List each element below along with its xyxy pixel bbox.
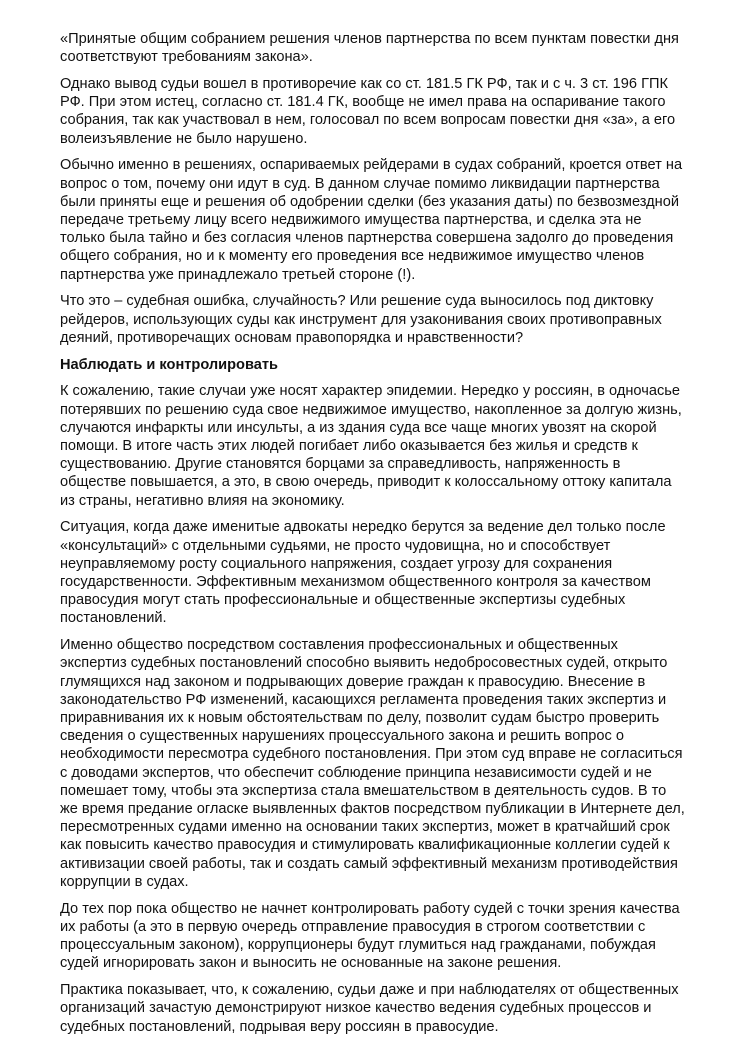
text-line: организаций зачастую демонстрируют низкое качество ведения судебных процессов и [60, 1000, 652, 1017]
paragraph-expertise [60, 636, 715, 891]
text-line: процессуальным законом), коррупционеры будут глумиться над гражданами, побуждая [60, 937, 656, 954]
text-line: как повысить качество правосудия и стимулировать квалификационные коллегии судей к [60, 837, 670, 854]
text-line: законодательство РФ изменений, касающихся регламента проведения таких экспертиз и [60, 691, 667, 708]
text-line: коррупции в судах. [60, 873, 189, 890]
text-line: деяний, противоречащих основам правопорядка и нравственности? [60, 329, 524, 346]
text-line: «консультаций» с отдельными судьями, не просто чудовищна, но и способствует [60, 537, 611, 554]
text-line: из страны, негативно влияя на экономику. [60, 492, 345, 509]
text-line: волеизъявление не было нарушено. [60, 130, 308, 147]
text-line: сведения о существенных нарушениях процессуального закона и решить вопрос о [60, 728, 624, 745]
text-line: помешает тому, чтобы эта экспертиза стала вмешательством в деятельность судов. В то [60, 782, 667, 799]
text-line: помощи. В итоге часть этих людей погибает либо оказывается без жилья и средств к [60, 438, 638, 455]
paragraph-practice [60, 981, 715, 1036]
text-line: обществе повышается, а это, в свою очередь, приводит к колоссальному оттоку капитала [60, 474, 672, 491]
paragraph-lawyers [60, 518, 715, 627]
text-line: государственности. Эффективным механизмом общественного контроля за качеством [60, 574, 651, 591]
text-line: случаются инфаркты или инсульты, а из здания суда все чаще многих увозят на скорой [60, 419, 657, 436]
text-line: пересмотренных судами именно на основании таких экспертиз, может в кратчайший срок [60, 819, 670, 836]
text-line: активизации своей работы, так и создать самый эффективный механизм противодействия [60, 855, 678, 872]
heading-text: Наблюдать и контролировать [60, 356, 278, 373]
paragraph-raider-decisions [60, 156, 715, 283]
text-line: Однако вывод судьи вошел в противоречие как со ст. 181.5 ГК РФ, так и с ч. 3 ст. 196 ГПК [60, 76, 668, 92]
text-line: соответствуют требованиям закона». [60, 49, 313, 66]
text-line: «Принятые общим собранием решения членов партнерства по всем пунктам повестки дня [60, 31, 679, 47]
text-line: глумящихся над законом и подрывающих доверие граждан к правосудию. Внесение в [60, 673, 646, 690]
text-line: передаче третьему лицу всего недвижимого имущества партнерства, и сделка эта не [60, 212, 642, 229]
text-line: Ситуация, когда даже именитые адвокаты нередко берутся за ведение дел только после [60, 519, 666, 536]
text-line: Практика показывает, что, к сожалению, судьи даже и при наблюдателях от общественных [60, 982, 679, 999]
text-line: судей игнорировать закон и выносить не основанные на законе решения. [60, 955, 562, 972]
paragraph-control [60, 900, 715, 973]
text-line: неуправляемому росту социального напряжения, создает угрозу для сохранения [60, 555, 613, 572]
text-line: же время предание огласке выявленных фактов посредством публикации в Интернете дел, [60, 801, 685, 818]
section-heading [60, 356, 715, 374]
paragraph-epidemic [60, 382, 715, 509]
text-line: правосудия могут стать профессиональные и общественные экспертизы судебных [60, 592, 626, 609]
text-line: с доводами экспертов, что обеспечит соблюдение принципа независимости судей и не [60, 764, 652, 781]
text-line: были приняты еще и решения об одобрении сделки (без указания даты) по безвозмездной [60, 193, 679, 210]
paragraph-judicial-error [60, 292, 715, 347]
text-line: постановлений. [60, 610, 167, 627]
text-line: вопрос о том, почему они идут в суд. В данном случае помимо ликвидации партнерства [60, 175, 660, 192]
text-line: потерявших по решению суда свое недвижимое имущество, накопленное за долгую жизнь, [60, 401, 682, 418]
text-line: Что это – судебная ошибка, случайность? Или решение суда выносилось под диктовку [60, 293, 654, 310]
text-line: экспертиз судебных постановлений способно выявить недобросовестных судей, открыто [60, 655, 668, 672]
text-line: рейдеров, использующих суды как инструмент для узаконивания своих противоправных [60, 311, 662, 328]
text-line: только была тайно и без согласия членов партнерства совершена задолго до проведения [60, 230, 674, 247]
text-line: собрания, так как участвовал в нем, голосовал по всем вопросам повестки дня «за», а его [60, 112, 676, 129]
text-line: необходимости пересмотра судебного постановления. При этом суд вправе не согласиться [60, 746, 683, 763]
text-line: Обычно именно в решениях, оспариваемых рейдерами в судах собраний, кроется ответ на [60, 157, 683, 174]
text-line: До тех пор пока общество не начнет контролировать работу судей с точки зрения качества [60, 900, 680, 917]
text-line: общего собрания, но и к моменту его проведения все недвижимое имущество членов [60, 248, 645, 265]
text-line: судебных постановлений, подрывая веру россиян в правосудие. [60, 1018, 499, 1035]
text-line: существованию. Другие становятся борцами за справедливость, напряженность в [60, 456, 621, 473]
text-line: Именно общество посредством составления профессиональных и общественных [60, 637, 618, 654]
paragraph-contradiction [60, 75, 715, 148]
text-line: партнерства уже принадлежало третьей стороне (!). [60, 266, 416, 283]
text-line: приравнивания их к новым обстоятельствам по делу, позволит судам быстро проверить [60, 710, 660, 727]
text-line: РФ. При этом истец, согласно ст. 181.4 ГК, вообще не имел права на оспаривание такого [60, 94, 666, 111]
text-line: их работы (а это в первую очередь отправление правосудия в строгом соответствии с [60, 918, 646, 935]
text-line: К сожалению, такие случаи уже носят характер эпидемии. Нередко у россиян, в одночасье [60, 383, 680, 400]
paragraph-quote [60, 30, 715, 66]
